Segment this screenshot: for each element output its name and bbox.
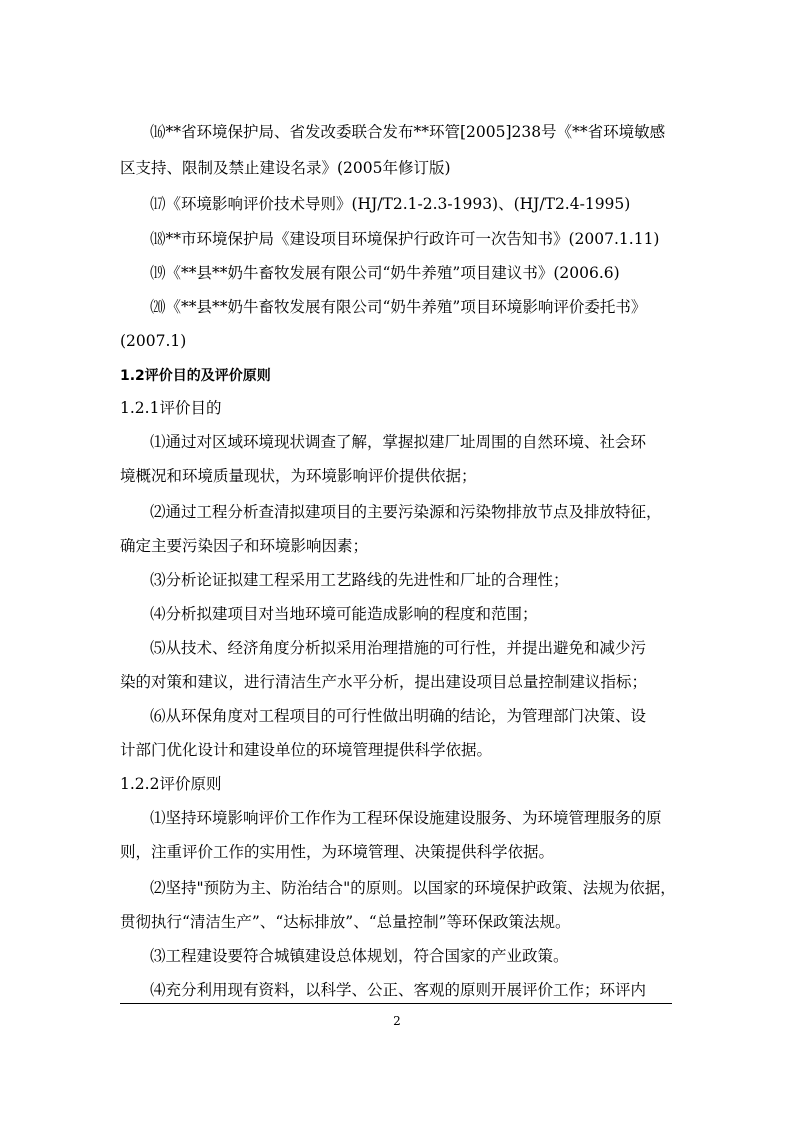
purpose-5-line1: ⑸从技术、经济角度分析拟采用治理措施的可行性，并提出避免和减少污 xyxy=(150,639,647,657)
subsection-heading-purpose: 1.2.1评价目的 xyxy=(120,399,222,417)
principle-1-line1: ⑴坚持环境影响评价工作作为工程环保设施建设服务、为环境管理服务的原 xyxy=(150,809,662,827)
purpose-1-line2: 境概况和环境质量现状，为环境影响评价提供依据； xyxy=(120,467,477,485)
purpose-6-line2: 计部门优化设计和建设单位的环境管理提供科学依据。 xyxy=(120,741,493,759)
ref-18: ⒅**市环境保护局《建设项目环境保护行政许可一次告知书》(2007.1.11) xyxy=(150,230,660,248)
ref-16-line1: ⒃**省环境保护局、省发改委联合发布**环管[2005]238号《**省环境敏感 xyxy=(150,123,666,141)
page-number: 2 xyxy=(393,1014,401,1028)
purpose-2-line2: 确定主要污染因子和环境影响因素； xyxy=(120,537,369,555)
ref-17: ⒄《环境影响评价技术导则》(HJ/T2.1-2.3-1993)、(HJ/T2.4-1995) xyxy=(150,195,631,213)
footer-rule xyxy=(120,1003,672,1004)
section-heading: 1.2评价目的及评价原则 xyxy=(120,368,271,384)
principle-1-line2: 则，注重评价工作的实用性，为环境管理、决策提供科学依据。 xyxy=(120,843,555,861)
purpose-4: ⑷分析拟建项目对当地环境可能造成影响的程度和范围； xyxy=(150,605,538,623)
principle-4-line1: ⑷充分利用现有资料，以科学、公正、客观的原则开展评价工作；环评内 xyxy=(150,981,647,999)
ref-19: ⒆《**县**奶牛畜牧发展有限公司“奶牛养殖”项目建议书》(2006.6) xyxy=(150,264,620,282)
principle-2-line2: 贯彻执行“清洁生产”、“达标排放”、“总量控制”等环保政策法规。 xyxy=(120,913,571,931)
principle-3: ⑶工程建设要符合城镇建设总体规划，符合国家的产业政策。 xyxy=(150,947,569,965)
ref-20-line2: (2007.1) xyxy=(120,332,187,350)
ref-20-line1: ⒇《**县**奶牛畜牧发展有限公司“奶牛养殖”项目环境影响评价委托书》 xyxy=(150,298,647,316)
subsection-heading-principles: 1.2.2评价原则 xyxy=(120,775,222,793)
purpose-1-line1: ⑴通过对区域环境现状调查了解，掌握拟建厂址周围的自然环境、社会环 xyxy=(150,433,647,451)
purpose-2-line1: ⑵通过工程分析查清拟建项目的主要污染源和污染物排放节点及排放特征， xyxy=(150,503,662,521)
purpose-6-line1: ⑹从环保角度对工程项目的可行性做出明确的结论，为管理部门决策、设 xyxy=(150,707,647,725)
ref-16-line2: 区支持、限制及禁止建设名录》(2005年修订版) xyxy=(120,159,451,177)
purpose-3: ⑶分析论证拟建工程采用工艺路线的先进性和厂址的合理性； xyxy=(150,571,569,589)
principle-2-line1: ⑵坚持"预防为主、防治结合"的原则。以国家的环境保护政策、法规为依据， xyxy=(150,879,676,897)
purpose-5-line2: 染的对策和建议，进行清洁生产水平分析，提出建设项目总量控制建议指标； xyxy=(120,673,648,691)
